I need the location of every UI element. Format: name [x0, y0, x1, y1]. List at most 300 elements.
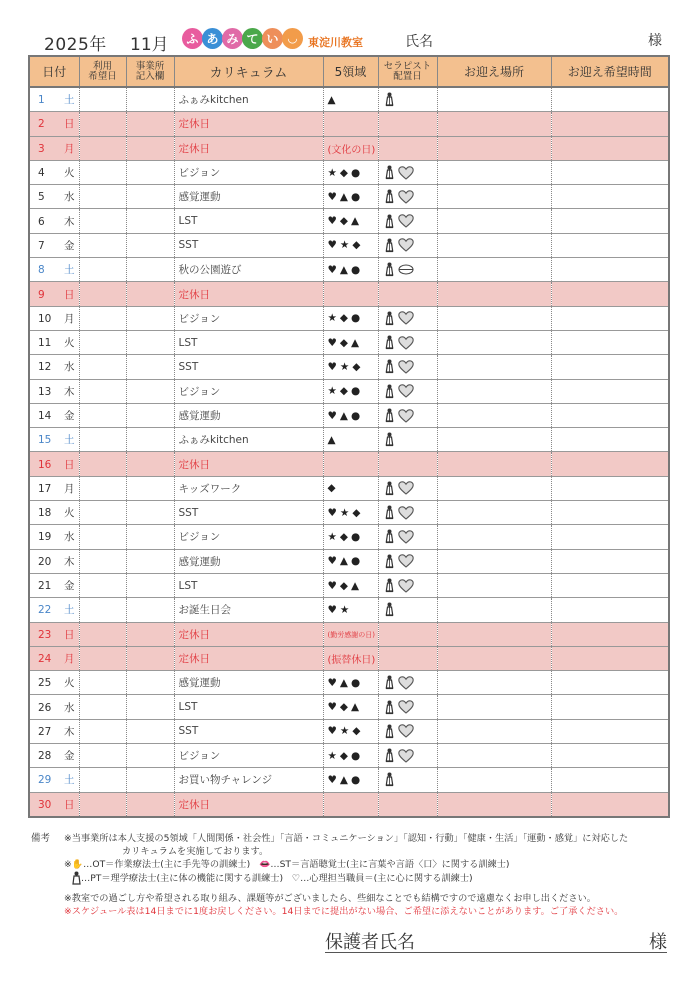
pickup-time-cell[interactable]: [551, 160, 669, 184]
therapist-cell: [378, 112, 437, 136]
col-header-therapist: セラピスト 配置日: [378, 56, 437, 87]
remarks-line-request: ※教室での過ごし方や希望される取り組み、課題等がございましたら、些細なことでも結構ですので遠慮なくお申し出ください。: [64, 893, 596, 904]
day-number: 29: [38, 774, 52, 787]
day-number: 18: [38, 507, 52, 520]
hand-icon: ✋: [71, 859, 84, 870]
date-cell: [29, 792, 79, 817]
col-header-pickup-time: お迎え希望時間: [551, 56, 669, 87]
domains-cell: [323, 306, 378, 330]
weekday: 水: [64, 531, 75, 544]
day-number: 25: [38, 677, 52, 690]
table-header-row: [29, 56, 669, 87]
domain-symbols: ♥★◆: [327, 506, 364, 519]
domain-symbols: ★◆●: [327, 530, 364, 543]
day-number: 15: [38, 434, 52, 447]
curriculum-cell: LST: [174, 209, 323, 233]
riyo-kibou-cell[interactable]: [79, 549, 126, 573]
heart-outline-icon: ♡: [291, 873, 301, 884]
weekday: 火: [64, 167, 75, 180]
jigyosho-cell: [126, 258, 174, 282]
jigyosho-cell: [126, 501, 174, 525]
riyo-kibou-cell[interactable]: [79, 428, 126, 452]
pickup-time-cell[interactable]: [551, 209, 669, 233]
pickup-place-cell[interactable]: [437, 525, 551, 549]
pickup-place-cell[interactable]: [437, 282, 551, 306]
pickup-time-cell[interactable]: [551, 646, 669, 670]
table-row: [29, 525, 669, 549]
pickup-place-cell[interactable]: [437, 598, 551, 622]
pt-figure-icon: [385, 384, 394, 399]
domains-cell: [323, 646, 378, 670]
pickup-time-cell[interactable]: [551, 719, 669, 743]
pickup-place-cell[interactable]: [437, 403, 551, 427]
pickup-place-cell[interactable]: [437, 428, 551, 452]
date-cell: [29, 501, 79, 525]
domain-symbols: ♥▲●: [327, 409, 364, 422]
col-header-domains: 5領域: [323, 56, 378, 87]
curriculum-cell: ふぁみkitchen: [174, 87, 323, 112]
heart-outline-icon: [398, 360, 414, 374]
domain-symbols: ★◆●: [327, 749, 364, 762]
heart-outline-icon: [398, 238, 414, 252]
therapist-cell: [378, 792, 437, 817]
date-cell: [29, 160, 79, 184]
riyo-kibou-cell[interactable]: [79, 233, 126, 257]
weekday: 水: [64, 361, 75, 374]
month-label: 11月: [130, 35, 169, 55]
pickup-time-cell[interactable]: [551, 476, 669, 500]
curriculum-cell: 秋の公園遊び: [174, 258, 323, 282]
jigyosho-cell: [126, 549, 174, 573]
pickup-time-cell[interactable]: [551, 233, 669, 257]
domains-cell: [323, 671, 378, 695]
table-row: [29, 136, 669, 160]
therapist-cell: [378, 744, 437, 768]
day-number: 19: [38, 531, 52, 544]
pt-figure-icon: [385, 359, 394, 374]
pickup-place-cell[interactable]: [437, 379, 551, 403]
weekday: 月: [64, 142, 75, 155]
domains-cell: [323, 744, 378, 768]
therapist-cell: [378, 646, 437, 670]
heart-outline-icon: [398, 311, 414, 325]
pickup-place-cell[interactable]: [437, 185, 551, 209]
table-row: [29, 573, 669, 597]
riyo-kibou-cell[interactable]: [79, 598, 126, 622]
therapist-cell: [378, 476, 437, 500]
heart-outline-icon: [398, 530, 414, 544]
col-header-riyo: 利用 希望日: [79, 56, 126, 87]
day-number: 5: [38, 191, 45, 204]
table-row: [29, 282, 669, 306]
weekday: 木: [64, 725, 75, 738]
heart-outline-icon: [398, 166, 414, 180]
pickup-time-cell[interactable]: [551, 671, 669, 695]
weekday: 金: [64, 239, 75, 252]
domains-cell: [323, 501, 378, 525]
domains-cell: [323, 476, 378, 500]
jigyosho-cell: [126, 209, 174, 233]
pickup-time-cell[interactable]: [551, 768, 669, 792]
domain-symbols: ♥★◆: [327, 239, 364, 252]
heart-outline-icon: [398, 749, 414, 763]
domains-cell: [323, 136, 378, 160]
pickup-place-cell[interactable]: [437, 209, 551, 233]
riyo-kibou-cell[interactable]: [79, 768, 126, 792]
jigyosho-cell: [126, 403, 174, 427]
domain-symbols: ♥◆▲: [327, 579, 363, 592]
day-number: 6: [38, 215, 45, 228]
jigyosho-cell: [126, 744, 174, 768]
logo-smile-icon: ◡: [282, 28, 303, 49]
riyo-kibou-cell[interactable]: [79, 185, 126, 209]
day-number: 3: [38, 142, 45, 155]
weekday: 日: [64, 628, 75, 641]
remarks-label: 備考: [31, 833, 51, 844]
weekday: 日: [64, 118, 75, 131]
guardian-honorific: 様: [649, 932, 667, 953]
year-label: 2025年: [44, 35, 107, 55]
weekday: 木: [64, 385, 75, 398]
logo-bubble: ふ: [182, 28, 203, 49]
page-header: [0, 26, 700, 54]
pickup-time-cell[interactable]: [551, 87, 669, 112]
date-cell: [29, 719, 79, 743]
pickup-time-cell[interactable]: [551, 792, 669, 817]
pickup-place-cell[interactable]: [437, 476, 551, 500]
logo-bubble: あ: [202, 28, 223, 49]
pickup-time-cell[interactable]: [551, 330, 669, 354]
table-row: [29, 671, 669, 695]
pickup-place-cell[interactable]: [437, 744, 551, 768]
pickup-time-cell[interactable]: [551, 112, 669, 136]
pickup-time-cell[interactable]: [551, 355, 669, 379]
domains-cell: [323, 525, 378, 549]
heart-outline-icon: [398, 700, 414, 714]
curriculum-cell: 感覚運動: [174, 549, 323, 573]
table-row: [29, 306, 669, 330]
weekday: 月: [64, 482, 75, 495]
pickup-time-cell[interactable]: [551, 525, 669, 549]
riyo-kibou-cell[interactable]: [79, 792, 126, 817]
riyo-kibou-cell[interactable]: [79, 719, 126, 743]
curriculum-cell: 定休日: [174, 282, 323, 306]
weekday: 木: [64, 555, 75, 568]
therapist-cell: [378, 160, 437, 184]
weekday: 日: [64, 458, 75, 471]
therapist-cell: [378, 403, 437, 427]
schedule-body: [29, 87, 669, 817]
heart-outline-icon: [398, 481, 414, 495]
table-row: [29, 233, 669, 257]
jigyosho-cell: [126, 768, 174, 792]
weekday: 水: [64, 191, 75, 204]
date-cell: [29, 476, 79, 500]
heart-outline-icon: [398, 554, 414, 568]
weekday: 日: [64, 798, 75, 811]
day-number: 7: [38, 239, 45, 252]
curriculum-cell: SST: [174, 719, 323, 743]
table-row: [29, 452, 669, 476]
date-cell: [29, 403, 79, 427]
pickup-place-cell[interactable]: [437, 233, 551, 257]
table-row: [29, 768, 669, 792]
pt-figure-icon: [385, 92, 394, 107]
pickup-place-cell[interactable]: [437, 646, 551, 670]
pickup-place-cell[interactable]: [437, 501, 551, 525]
domains-cell: [323, 719, 378, 743]
pickup-place-cell[interactable]: [437, 87, 551, 112]
weekday: 日: [64, 288, 75, 301]
day-number: 20: [38, 555, 52, 568]
domains-cell: [323, 185, 378, 209]
therapist-cell: [378, 622, 437, 646]
riyo-kibou-cell[interactable]: [79, 209, 126, 233]
riyo-kibou-cell[interactable]: [79, 622, 126, 646]
table-row: [29, 403, 669, 427]
therapist-cell: [378, 428, 437, 452]
date-cell: [29, 671, 79, 695]
therapist-cell: [378, 282, 437, 306]
day-number: 24: [38, 652, 52, 665]
riyo-kibou-cell[interactable]: [79, 501, 126, 525]
domain-symbols: ♥◆▲: [327, 336, 363, 349]
pickup-place-cell[interactable]: [437, 768, 551, 792]
pickup-time-cell[interactable]: [551, 573, 669, 597]
pickup-place-cell[interactable]: [437, 719, 551, 743]
pt-figure-icon: [385, 189, 394, 204]
jigyosho-cell: [126, 306, 174, 330]
riyo-kibou-cell[interactable]: [79, 744, 126, 768]
pickup-time-cell[interactable]: [551, 744, 669, 768]
domains-cell: [323, 695, 378, 719]
pickup-place-cell[interactable]: [437, 258, 551, 282]
riyo-kibou-cell[interactable]: [79, 452, 126, 476]
weekday: 金: [64, 580, 75, 593]
pickup-place-cell[interactable]: [437, 573, 551, 597]
riyo-kibou-cell[interactable]: [79, 476, 126, 500]
riyo-kibou-cell[interactable]: [79, 136, 126, 160]
pickup-place-cell[interactable]: [437, 355, 551, 379]
curriculum-cell: 定休日: [174, 112, 323, 136]
riyo-kibou-cell[interactable]: [79, 112, 126, 136]
pt-figure-icon: [385, 262, 394, 277]
domain-symbols: ♥★◆: [327, 725, 364, 738]
day-number: 4: [38, 167, 45, 180]
pt-figure-icon: [385, 481, 394, 496]
weekday: 火: [64, 677, 75, 690]
pt-figure-icon: [385, 311, 394, 326]
riyo-kibou-cell[interactable]: [79, 379, 126, 403]
riyo-kibou-cell[interactable]: [79, 403, 126, 427]
domain-symbols: ★◆●: [327, 312, 364, 325]
riyo-kibou-cell[interactable]: [79, 671, 126, 695]
jigyosho-cell: [126, 695, 174, 719]
curriculum-cell: キッズワーク: [174, 476, 323, 500]
weekday: 火: [64, 507, 75, 520]
col-header-date: 日付: [29, 56, 79, 87]
therapist-cell: [378, 501, 437, 525]
pickup-time-cell[interactable]: [551, 258, 669, 282]
table-row: [29, 379, 669, 403]
domains-cell: [323, 573, 378, 597]
therapist-cell: [378, 671, 437, 695]
col-header-jigyosho: 事業所 記入欄: [126, 56, 174, 87]
riyo-kibou-cell[interactable]: [79, 695, 126, 719]
therapist-cell: [378, 379, 437, 403]
pickup-place-cell[interactable]: [437, 671, 551, 695]
heart-outline-icon: [398, 336, 414, 350]
riyo-kibou-cell[interactable]: [79, 258, 126, 282]
curriculum-cell: LST: [174, 695, 323, 719]
riyo-kibou-cell[interactable]: [79, 330, 126, 354]
pickup-place-cell[interactable]: [437, 330, 551, 354]
pickup-time-cell[interactable]: [551, 549, 669, 573]
pickup-place-cell[interactable]: [437, 112, 551, 136]
domains-cell: [323, 330, 378, 354]
curriculum-cell: 定休日: [174, 136, 323, 160]
pickup-time-cell[interactable]: [551, 695, 669, 719]
jigyosho-cell: [126, 136, 174, 160]
therapist-cell: [378, 768, 437, 792]
jigyosho-cell: [126, 233, 174, 257]
pt-figure-icon: [385, 675, 394, 690]
name-label: 氏名: [405, 34, 433, 50]
pickup-time-cell[interactable]: [551, 428, 669, 452]
therapist-cell: [378, 525, 437, 549]
table-row: [29, 719, 669, 743]
table-row: [29, 549, 669, 573]
pickup-place-cell[interactable]: [437, 622, 551, 646]
therapist-cell: [378, 452, 437, 476]
curriculum-cell: 感覚運動: [174, 185, 323, 209]
heart-outline-icon: [398, 409, 414, 423]
domains-cell: [323, 112, 378, 136]
heart-outline-icon: [398, 190, 414, 204]
table-row: [29, 87, 669, 112]
date-cell: [29, 598, 79, 622]
schedule-table: [28, 55, 670, 818]
riyo-kibou-cell[interactable]: [79, 87, 126, 112]
domains-cell: [323, 160, 378, 184]
logo-bubble: み: [222, 28, 243, 49]
date-cell: [29, 768, 79, 792]
pickup-time-cell[interactable]: [551, 306, 669, 330]
col-header-pickup-place: お迎え場所: [437, 56, 551, 87]
holiday-name: (勤労感謝の日): [327, 631, 375, 640]
weekday: 土: [64, 264, 75, 277]
remarks-line-domains-cont: カリキュラムを実施しております。: [122, 846, 269, 857]
table-row: [29, 428, 669, 452]
pickup-place-cell[interactable]: [437, 695, 551, 719]
domain-symbols: ♥▲●: [327, 773, 364, 786]
date-cell: [29, 330, 79, 354]
jigyosho-cell: [126, 573, 174, 597]
pickup-place-cell[interactable]: [437, 306, 551, 330]
domain-symbols: ▲: [327, 93, 339, 106]
date-cell: [29, 646, 79, 670]
table-row: [29, 744, 669, 768]
curriculum-cell: SST: [174, 355, 323, 379]
weekday: 土: [64, 94, 75, 107]
domain-symbols: ♥▲●: [327, 676, 364, 689]
pickup-place-cell[interactable]: [437, 549, 551, 573]
date-cell: [29, 695, 79, 719]
pickup-place-cell[interactable]: [437, 160, 551, 184]
pickup-time-cell[interactable]: [551, 501, 669, 525]
remarks-line-ot-st: ※✋…OT＝作業療法士(主に手先等の訓練士) 👄…ST＝言語聴覚士(主に言葉や言語〈口〉に関する訓練士): [64, 859, 510, 870]
day-number: 2: [38, 118, 45, 131]
riyo-kibou-cell[interactable]: [79, 525, 126, 549]
jigyosho-cell: [126, 525, 174, 549]
guardian-signature-field[interactable]: [325, 928, 667, 953]
riyo-kibou-cell[interactable]: [79, 160, 126, 184]
pt-figure-icon: [385, 214, 394, 229]
domain-symbols: ♥▲●: [327, 263, 364, 276]
pt-figure-icon: [385, 554, 394, 569]
date-cell: [29, 209, 79, 233]
pickup-time-cell[interactable]: [551, 185, 669, 209]
domains-cell: [323, 403, 378, 427]
riyo-kibou-cell[interactable]: [79, 282, 126, 306]
pickup-time-cell[interactable]: [551, 452, 669, 476]
therapist-cell: [378, 549, 437, 573]
pickup-place-cell[interactable]: [437, 792, 551, 817]
jigyosho-cell: [126, 622, 174, 646]
pickup-time-cell[interactable]: [551, 136, 669, 160]
domains-cell: [323, 258, 378, 282]
table-row: [29, 622, 669, 646]
curriculum-cell: お買い物チャレンジ: [174, 768, 323, 792]
domains-cell: [323, 452, 378, 476]
riyo-kibou-cell[interactable]: [79, 306, 126, 330]
school-name: 東淀川教室: [308, 36, 363, 49]
holiday-name: (文化の日): [327, 144, 376, 156]
date-cell: [29, 573, 79, 597]
therapist-cell: [378, 258, 437, 282]
riyo-kibou-cell[interactable]: [79, 355, 126, 379]
domains-cell: [323, 209, 378, 233]
domains-cell: [323, 87, 378, 112]
curriculum-cell: SST: [174, 501, 323, 525]
pickup-time-cell[interactable]: [551, 379, 669, 403]
table-row: [29, 598, 669, 622]
therapist-cell: [378, 330, 437, 354]
pickup-time-cell[interactable]: [551, 622, 669, 646]
pickup-time-cell[interactable]: [551, 403, 669, 427]
riyo-kibou-cell[interactable]: [79, 573, 126, 597]
pt-figure-icon: [385, 238, 394, 253]
date-cell: [29, 258, 79, 282]
therapist-cell: [378, 719, 437, 743]
date-cell: [29, 112, 79, 136]
logo-bubble: て: [242, 28, 263, 49]
riyo-kibou-cell[interactable]: [79, 646, 126, 670]
pt-figure-icon: [72, 871, 81, 886]
curriculum-cell: 定休日: [174, 792, 323, 817]
curriculum-cell: ビジョン: [174, 744, 323, 768]
jigyosho-cell: [126, 671, 174, 695]
pickup-place-cell[interactable]: [437, 452, 551, 476]
pickup-time-cell[interactable]: [551, 282, 669, 306]
name-honorific: 様: [648, 33, 662, 49]
pickup-time-cell[interactable]: [551, 598, 669, 622]
day-number: 11: [38, 337, 52, 350]
pickup-place-cell[interactable]: [437, 136, 551, 160]
jigyosho-cell: [126, 646, 174, 670]
weekday: 金: [64, 750, 75, 763]
jigyosho-cell: [126, 792, 174, 817]
